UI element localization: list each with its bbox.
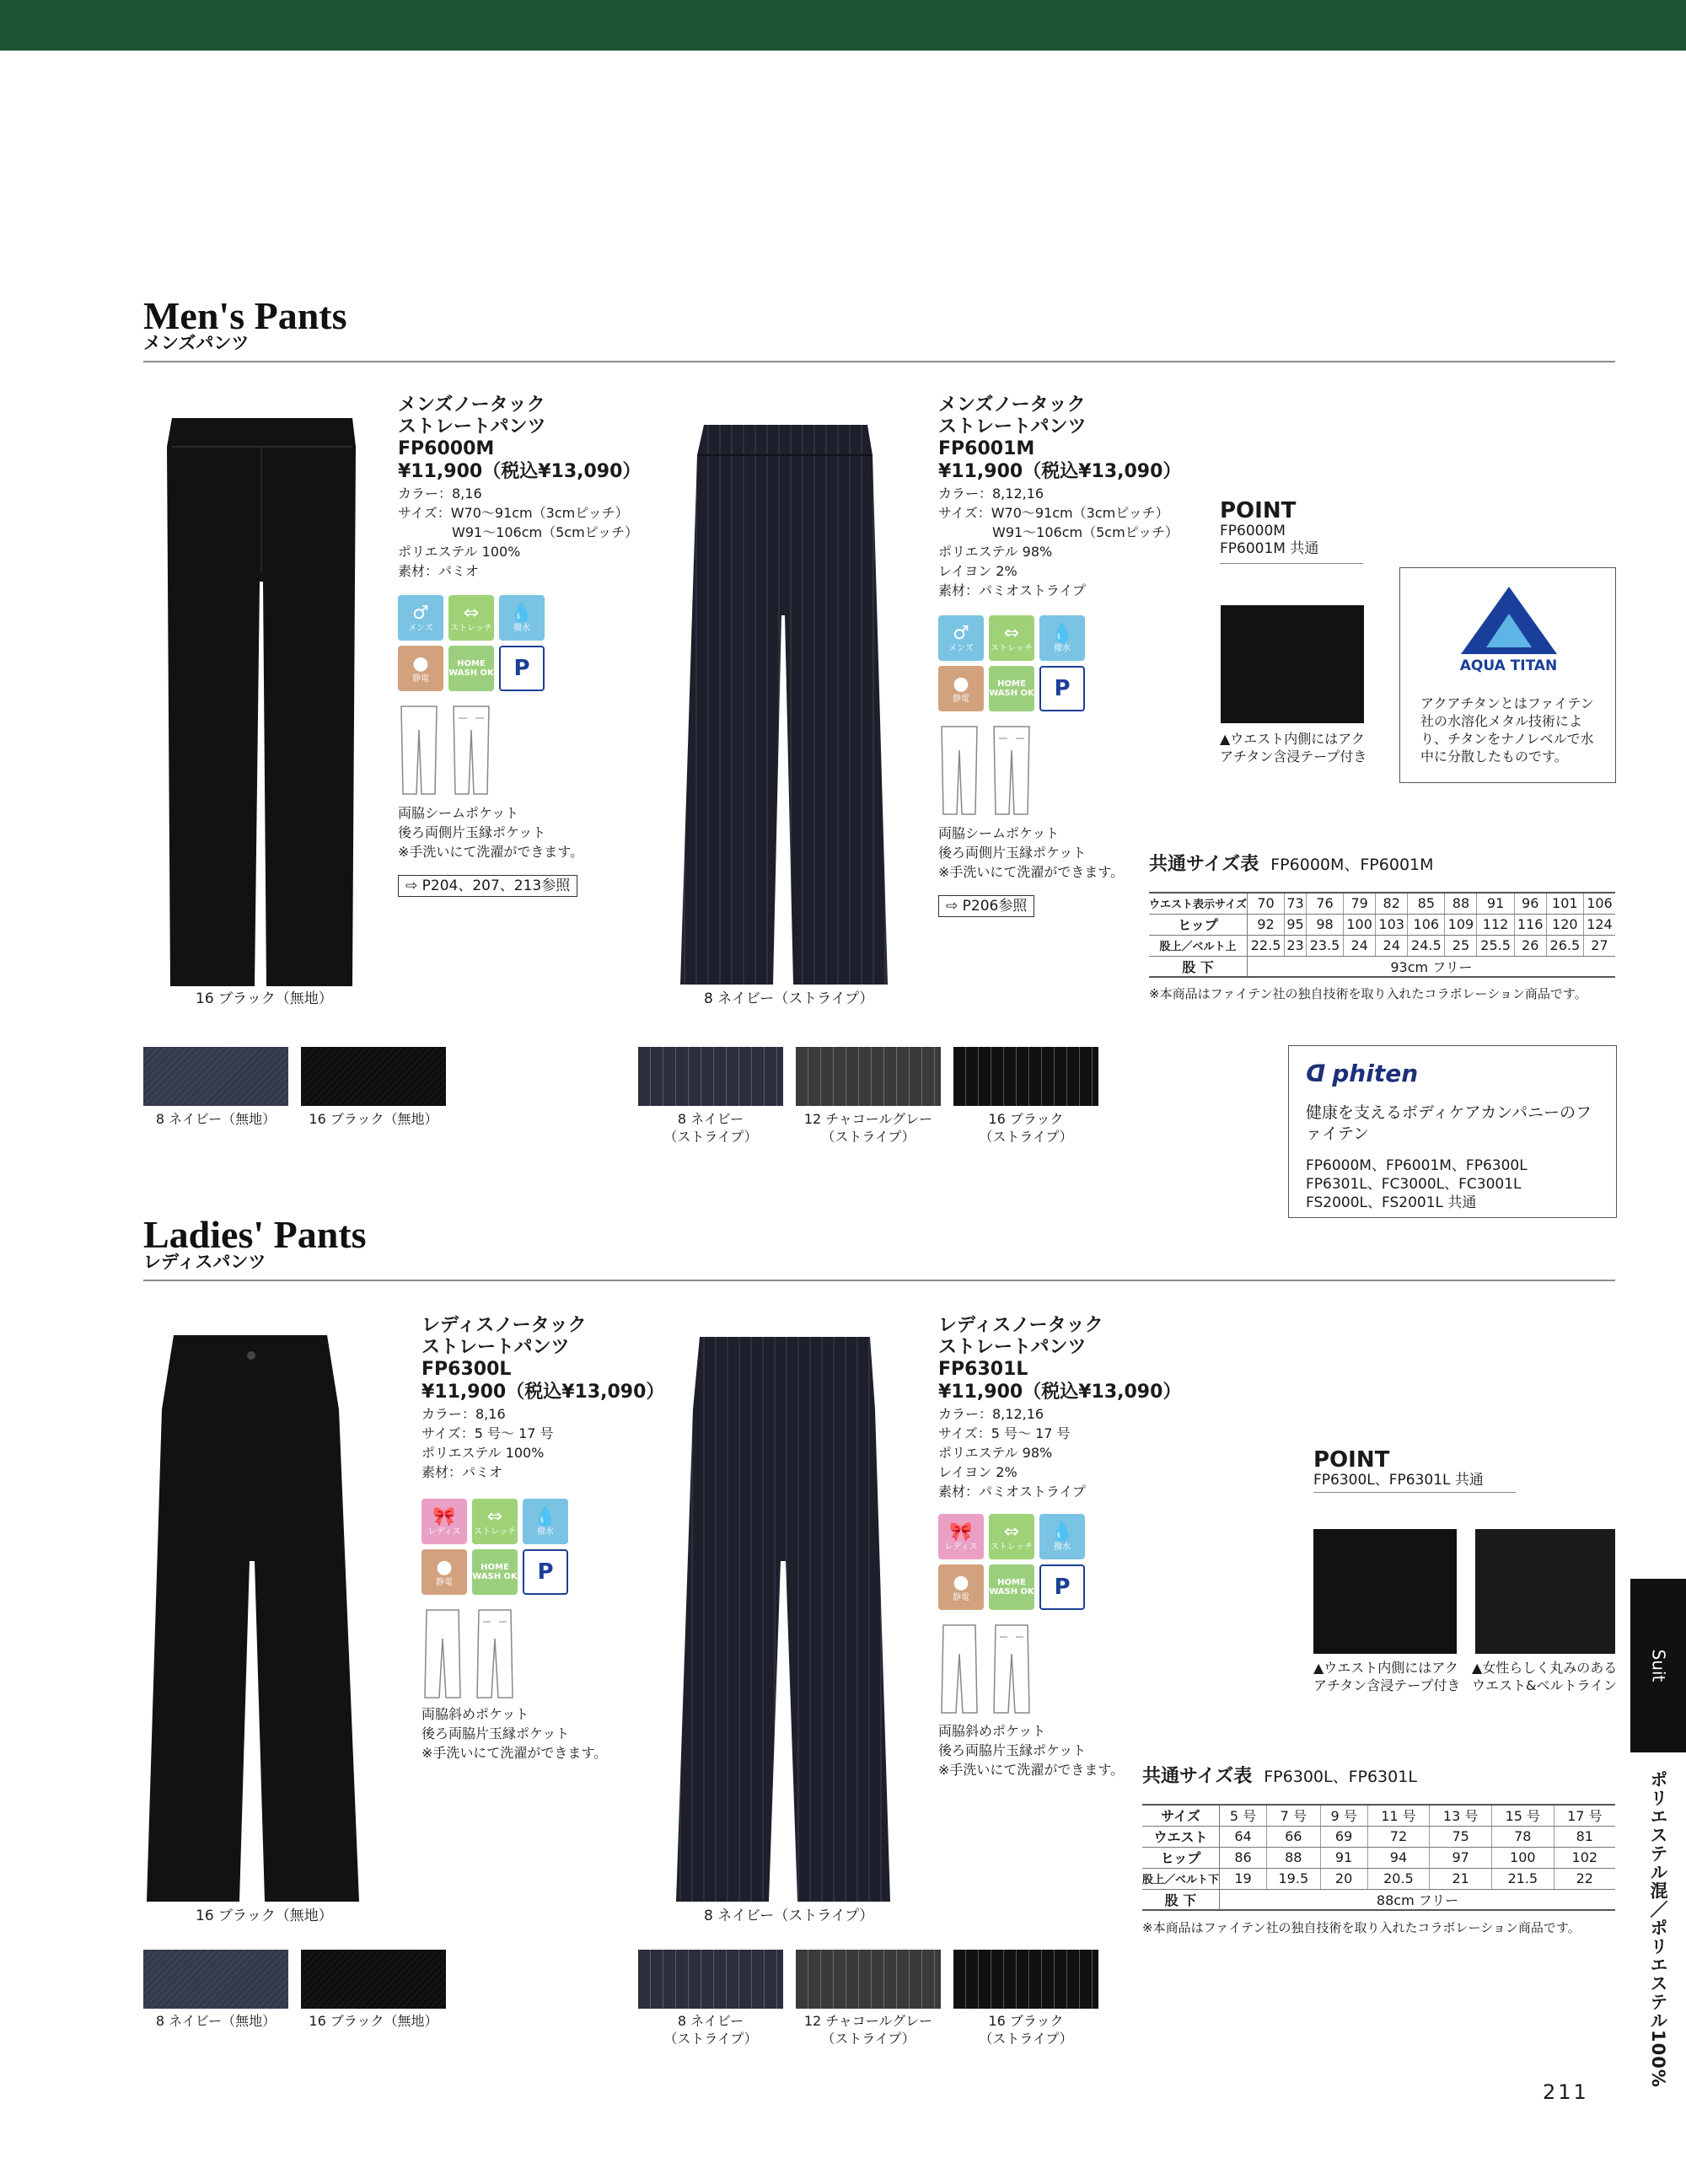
product-code: FP6000M <box>398 438 495 459</box>
product-photo-fp6001m <box>679 421 889 985</box>
size-cell: 22 <box>1554 1868 1615 1889</box>
section-subtitle-mens: メンズパンツ <box>143 333 250 353</box>
product-price: ¥11,900（税込¥13,090） <box>938 1382 1182 1403</box>
feature-line: ※手洗いにて洗濯ができます。 <box>938 1762 1125 1778</box>
product-price: ¥11,900（税込¥13,090） <box>398 461 642 482</box>
size-cell: 81 <box>1554 1826 1615 1847</box>
front-sketch-icon <box>938 1623 980 1714</box>
feature-list <box>422 1704 607 1763</box>
model-line: FP6301L、FC3000L、FC3001L <box>1306 1176 1522 1193</box>
product-code: FP6301L <box>938 1359 1028 1380</box>
size-cell: 69 <box>1320 1826 1367 1847</box>
ladies-icon: 🎀 レディス <box>938 1514 984 1559</box>
fabric-swatch-navy-stripe <box>638 1950 783 2009</box>
home-wash-icon: HOME WASH OK <box>472 1549 518 1595</box>
page-reference: ⇨ P204、207、213参照 <box>398 875 577 897</box>
size-cell: 72 <box>1367 1826 1430 1847</box>
size-row <box>1142 1826 1615 1847</box>
spec-line: 素材：パミオストライプ <box>938 582 1086 598</box>
waist-detail-photo <box>1221 605 1364 723</box>
size-cell: 11 号 <box>1367 1805 1430 1826</box>
size-row <box>1149 914 1615 935</box>
phiten-icon: P <box>1039 1564 1085 1610</box>
point-divider <box>1313 1492 1516 1493</box>
header-bar <box>0 0 1686 51</box>
spec-line: 素材：パミオ <box>398 563 480 579</box>
size-cell: 106 <box>1408 914 1445 935</box>
size-cell: 21 <box>1430 1868 1492 1889</box>
aqua-titan-box <box>1399 567 1616 783</box>
spec-line: サイズ：W70～91cm（3cmピッチ） <box>938 505 1169 521</box>
size-table-models: FP6000M、FP6001M <box>1270 856 1434 874</box>
flat-sketches <box>938 725 1033 816</box>
phiten-icon: P <box>523 1549 568 1595</box>
swatch-caption: 16 ブラック（無地） <box>309 2013 438 2029</box>
size-cell: 73 <box>1285 893 1307 914</box>
spec-line: W91～106cm（5cmピッチ） <box>398 524 639 540</box>
feature-list <box>938 1721 1124 1779</box>
category-tab-label: Suit <box>1648 1649 1668 1682</box>
spec-line: ポリエステル 98% <box>938 1445 1053 1461</box>
size-cell: 25.5 <box>1477 935 1514 956</box>
point-heading: POINT <box>1220 498 1297 523</box>
size-cell: 103 <box>1376 914 1408 935</box>
size-cell: 7 号 <box>1267 1805 1321 1826</box>
swatch-caption: 12 チャコールグレー （ストライプ） <box>803 2013 933 2047</box>
point-note: ▲女性らしく丸みのあるウエスト&ベルトライン <box>1472 1660 1618 1693</box>
point-models: FP6001M 共通 <box>1220 540 1319 557</box>
product-info-fp6300l <box>422 1315 664 1482</box>
spec-line: W91～106cm（5cmピッチ） <box>938 524 1179 540</box>
phiten-box <box>1288 1045 1617 1218</box>
point-heading: POINT <box>1313 1447 1390 1473</box>
product-caption: 8 ネイビー（ストライプ） <box>704 990 874 1007</box>
product-caption: 16 ブラック（無地） <box>196 1908 333 1924</box>
fabric-swatch-navy-stripe <box>638 1047 783 1106</box>
waist-line-photo <box>1475 1529 1615 1654</box>
size-cell: 23 <box>1285 935 1307 956</box>
category-tab[interactable] <box>1630 1579 1686 1752</box>
point-divider <box>1220 563 1363 564</box>
product-photo-fp6000m <box>165 413 359 986</box>
front-sketch-icon <box>938 725 980 816</box>
mens-icon: ♂ メンズ <box>398 595 443 641</box>
feature-line: ※手洗いにて洗濯ができます。 <box>938 864 1125 880</box>
section-title-ladies: Ladies' Pants <box>143 1213 367 1256</box>
size-cell: 88 <box>1445 893 1477 914</box>
size-row-label: 股上／ベルト下 <box>1142 1868 1220 1889</box>
mens-size-table <box>1149 892 1615 978</box>
fabric-swatch-black-stripe <box>953 1950 1098 2009</box>
size-cell: 76 <box>1306 893 1343 914</box>
feature-line: 両脇斜めポケット <box>422 1706 529 1722</box>
size-cell: 17 号 <box>1554 1805 1615 1826</box>
size-cell: 26 <box>1514 935 1546 956</box>
product-title: メンズノータック <box>938 394 1086 416</box>
feature-list <box>938 824 1124 882</box>
point-block-ladies <box>1313 1448 1484 1489</box>
size-row-label: ウエスト <box>1142 1826 1220 1847</box>
size-cell: 93cm フリー <box>1247 956 1615 977</box>
back-sketch-icon <box>991 725 1033 816</box>
size-cell: 102 <box>1554 1847 1615 1868</box>
point-models: FP6000M <box>1220 523 1286 539</box>
size-cell: 82 <box>1376 893 1408 914</box>
point-block-mens <box>1220 499 1318 558</box>
phiten-wordmark: phiten <box>1332 1060 1419 1087</box>
antistatic-icon: ● 静電 <box>938 666 984 711</box>
home-wash-icon: HOME WASH OK <box>989 1564 1034 1610</box>
size-row <box>1142 1847 1615 1868</box>
size-cell: 15 号 <box>1491 1805 1554 1826</box>
product-info-fp6000m <box>398 394 641 581</box>
feature-icons <box>938 615 1085 711</box>
size-cell: 27 <box>1583 935 1615 956</box>
size-cell: 79 <box>1344 893 1376 914</box>
size-cell: 101 <box>1546 893 1583 914</box>
phiten-logo-icon: ᗡ <box>1306 1060 1326 1087</box>
size-table-heading <box>1142 1762 1417 1788</box>
size-row <box>1142 1889 1615 1910</box>
flat-sketches <box>938 1623 1033 1714</box>
page-reference: ⇨ P206参照 <box>938 895 1034 917</box>
ladies-size-table <box>1142 1804 1615 1911</box>
front-sketch-icon <box>398 705 440 796</box>
spec-line: レイヨン 2% <box>938 1464 1018 1480</box>
size-cell: 19 <box>1220 1868 1267 1889</box>
spec-line: カラー：8,12,16 <box>938 1406 1044 1422</box>
size-row <box>1149 893 1615 914</box>
swatch-caption: 16 ブラック （ストライプ） <box>979 2013 1073 2047</box>
point-note: ▲ウエスト内側にはアクアチタン含浸テープ付き <box>1220 731 1367 765</box>
size-row <box>1149 956 1615 977</box>
phiten-icon: P <box>499 646 545 691</box>
waist-detail-photo <box>1313 1529 1457 1654</box>
spec-line: 素材：パミオ <box>422 1464 503 1480</box>
product-info-fp6001m <box>938 394 1181 600</box>
size-cell: 78 <box>1491 1826 1554 1847</box>
section-subtitle-ladies: レディスパンツ <box>143 1252 266 1272</box>
feature-line: 後ろ両側片玉縁ポケット <box>938 845 1087 861</box>
feature-icons <box>938 1514 1085 1610</box>
size-cell: 97 <box>1430 1847 1492 1868</box>
spec-line: カラー：8,16 <box>422 1406 506 1422</box>
product-price: ¥11,900（税込¥13,090） <box>422 1382 665 1403</box>
aqua-titan-text: アクアチタンとはファイテン社の水溶化メタル技術により、チタンをナノレベルで水中に分散したものです。 <box>1420 695 1594 765</box>
size-cell: 24 <box>1344 935 1376 956</box>
size-cell: 20.5 <box>1367 1868 1430 1889</box>
swatch-caption: 8 ネイビー（無地） <box>155 1111 277 1127</box>
size-cell: 85 <box>1408 893 1445 914</box>
size-cell: 112 <box>1477 914 1514 935</box>
phiten-models <box>1306 1156 1599 1212</box>
size-cell: 100 <box>1491 1847 1554 1868</box>
size-row-label: ヒップ <box>1149 914 1247 935</box>
size-cell: 20 <box>1320 1868 1367 1889</box>
feature-line: ※手洗いにて洗濯ができます。 <box>422 1745 608 1761</box>
stretch-icon: ⇔ ストレッチ <box>472 1499 518 1544</box>
collaboration-note: ※本商品はファイテン社の独自技術を取り入れたコラボレーション商品です。 <box>1149 986 1587 1001</box>
back-sketch-icon <box>991 1623 1033 1714</box>
size-row-label: サイズ <box>1142 1805 1220 1826</box>
size-row <box>1142 1868 1615 1889</box>
material-sidebar-text: ポリエステル混／ポリエステル100% <box>1648 1770 1668 2088</box>
feature-line: 後ろ両脇片玉縁ポケット <box>422 1725 570 1741</box>
spec-line: 素材：パミオストライプ <box>938 1484 1086 1500</box>
size-cell: 106 <box>1583 893 1615 914</box>
size-cell: 9 号 <box>1320 1805 1367 1826</box>
page-number: 211 <box>1543 2080 1589 2104</box>
size-cell: 13 号 <box>1430 1805 1492 1826</box>
product-title: ストレートパンツ <box>398 416 546 437</box>
size-cell: 86 <box>1220 1847 1267 1868</box>
size-cell: 24 <box>1376 935 1408 956</box>
flat-sketches <box>422 1608 516 1699</box>
spec-line: ポリエステル 100% <box>398 544 521 560</box>
swatch-caption: 8 ネイビー （ストライプ） <box>663 1111 758 1145</box>
size-table-models: FP6300L、FP6301L <box>1264 1768 1417 1786</box>
size-cell: 95 <box>1285 914 1307 935</box>
product-caption: 16 ブラック（無地） <box>196 990 333 1007</box>
product-title: レディスノータック <box>938 1315 1103 1336</box>
feature-icons <box>398 595 545 691</box>
size-row <box>1142 1805 1615 1826</box>
feature-line: 両脇シームポケット <box>938 825 1060 841</box>
phiten-icon: P <box>1039 666 1085 711</box>
spec-line: カラー：8,12,16 <box>938 486 1044 502</box>
size-table-title: 共通サイズ表 <box>1142 1766 1253 1787</box>
size-table-heading <box>1149 850 1434 876</box>
size-row-label: 股 下 <box>1149 956 1247 977</box>
fabric-swatch-black-stripe <box>953 1047 1098 1106</box>
antistatic-icon: ● 静電 <box>398 646 443 691</box>
size-cell: 116 <box>1514 914 1546 935</box>
size-cell: 124 <box>1583 914 1615 935</box>
section-divider <box>143 361 1615 362</box>
home-wash-icon: HOME WASH OK <box>989 666 1034 711</box>
product-title: ストレートパンツ <box>422 1337 570 1358</box>
size-cell: 88 <box>1267 1847 1321 1868</box>
feature-line: 後ろ両側片玉縁ポケット <box>398 824 546 840</box>
fabric-swatch-black <box>301 1950 446 2009</box>
size-cell: 92 <box>1247 914 1284 935</box>
size-cell: 100 <box>1344 914 1376 935</box>
size-cell: 21.5 <box>1491 1868 1554 1889</box>
stretch-icon: ⇔ ストレッチ <box>989 615 1034 661</box>
size-cell: 91 <box>1320 1847 1367 1868</box>
swatch-caption: 12 チャコールグレー （ストライプ） <box>803 1111 933 1145</box>
feature-icons <box>422 1499 568 1595</box>
feature-list <box>398 803 583 861</box>
size-cell: 88cm フリー <box>1220 1889 1615 1910</box>
fabric-swatch-navy <box>143 1950 288 2009</box>
size-table-title: 共通サイズ表 <box>1149 854 1259 875</box>
water-repellent-icon: 💧 撥水 <box>1039 615 1085 661</box>
product-code: FP6300L <box>422 1359 512 1380</box>
flat-sketches <box>398 705 492 796</box>
product-photo-fp6300l <box>143 1333 362 1902</box>
size-cell: 70 <box>1247 893 1284 914</box>
swatch-caption: 16 ブラック （ストライプ） <box>979 1111 1073 1145</box>
product-title: レディスノータック <box>422 1315 587 1336</box>
stretch-icon: ⇔ ストレッチ <box>989 1514 1034 1559</box>
size-cell: 23.5 <box>1306 935 1343 956</box>
fabric-swatch-charcoal-stripe <box>796 1950 941 2009</box>
size-row <box>1149 935 1615 956</box>
size-row-label: 股上／ベルト上 <box>1149 935 1247 956</box>
size-cell: 26.5 <box>1546 935 1583 956</box>
model-line: FS2000L、FS2001L 共通 <box>1306 1194 1477 1211</box>
spec-line: サイズ：W70～91cm（3cmピッチ） <box>398 505 629 521</box>
water-repellent-icon: 💧 撥水 <box>499 595 545 641</box>
section-divider <box>143 1280 1615 1281</box>
collaboration-note: ※本商品はファイテン社の独自技術を取り入れたコラボレーション商品です。 <box>1142 1920 1581 1935</box>
home-wash-icon: HOME WASH OK <box>448 646 494 691</box>
antistatic-icon: ● 静電 <box>422 1549 467 1595</box>
spec-line: ポリエステル 100% <box>422 1445 545 1461</box>
back-sketch-icon <box>450 705 492 796</box>
size-row-label: 股 下 <box>1142 1889 1220 1910</box>
product-info-fp6301l <box>938 1315 1181 1501</box>
size-cell: 25 <box>1445 935 1477 956</box>
size-cell: 75 <box>1430 1826 1492 1847</box>
size-cell: 98 <box>1306 914 1343 935</box>
product-title: メンズノータック <box>398 394 545 416</box>
fabric-swatch-black <box>301 1047 446 1106</box>
swatch-caption: 8 ネイビー （ストライプ） <box>663 2013 758 2047</box>
back-sketch-icon <box>474 1608 516 1699</box>
spec-line: サイズ：5 号～ 17 号 <box>938 1425 1071 1441</box>
product-code: FP6001M <box>938 438 1035 459</box>
antistatic-icon: ● 静電 <box>938 1564 984 1610</box>
fabric-swatch-navy <box>143 1047 288 1106</box>
size-row-label: ヒップ <box>1142 1847 1220 1868</box>
feature-line: ※手洗いにて洗濯ができます。 <box>398 844 584 860</box>
feature-line: 両脇斜めポケット <box>938 1723 1046 1739</box>
product-title: ストレートパンツ <box>938 1337 1087 1358</box>
spec-line: レイヨン 2% <box>938 563 1018 579</box>
feature-line: 両脇シームポケット <box>398 805 519 821</box>
point-note: ▲ウエスト内側にはアクアチタン含浸テープ付き <box>1313 1660 1461 1693</box>
spec-line: カラー：8,16 <box>398 486 482 502</box>
swatch-caption: 16 ブラック（無地） <box>309 1111 438 1127</box>
section-title-mens: Men's Pants <box>143 294 347 337</box>
size-cell: 64 <box>1220 1826 1267 1847</box>
size-cell: 109 <box>1445 914 1477 935</box>
size-cell: 24.5 <box>1408 935 1445 956</box>
size-cell: 19.5 <box>1267 1868 1321 1889</box>
product-price: ¥11,900（税込¥13,090） <box>938 461 1182 482</box>
size-cell: 120 <box>1546 914 1583 935</box>
product-caption: 8 ネイビー（ストライプ） <box>704 1908 874 1924</box>
water-repellent-icon: 💧 撥水 <box>1039 1514 1085 1559</box>
size-cell: 66 <box>1267 1826 1321 1847</box>
spec-line: ポリエステル 98% <box>938 544 1053 560</box>
stretch-icon: ⇔ ストレッチ <box>448 595 494 641</box>
ladies-icon: 🎀 レディス <box>422 1499 467 1544</box>
product-photo-fp6301l <box>674 1333 890 1902</box>
fabric-swatch-charcoal-stripe <box>796 1047 941 1106</box>
point-models: FP6300L、FP6301L 共通 <box>1313 1472 1484 1489</box>
mens-icon: ♂ メンズ <box>938 615 984 661</box>
aqua-titan-logo-icon <box>1459 585 1559 656</box>
aqua-titan-wordmark: AQUA TITAN <box>1459 657 1558 674</box>
swatch-caption: 8 ネイビー（無地） <box>155 2013 277 2029</box>
size-cell: 5 号 <box>1220 1805 1267 1826</box>
feature-line: 後ろ両脇片玉縁ポケット <box>938 1742 1087 1758</box>
model-line: FP6000M、FP6001M、FP6300L <box>1306 1157 1528 1174</box>
size-cell: 94 <box>1367 1847 1430 1868</box>
size-row-label: ウエスト表示サイズ <box>1149 893 1247 914</box>
spec-line: サイズ：5 号～ 17 号 <box>422 1425 554 1441</box>
front-sketch-icon <box>422 1608 464 1699</box>
water-repellent-icon: 💧 撥水 <box>523 1499 568 1544</box>
phiten-logo <box>1306 1060 1599 1087</box>
size-cell: 22.5 <box>1247 935 1284 956</box>
product-title: ストレートパンツ <box>938 416 1087 437</box>
size-cell: 96 <box>1514 893 1546 914</box>
size-cell: 91 <box>1477 893 1514 914</box>
phiten-tagline: 健康を支えるボディケアカンパニーのファイテン <box>1306 1103 1592 1143</box>
